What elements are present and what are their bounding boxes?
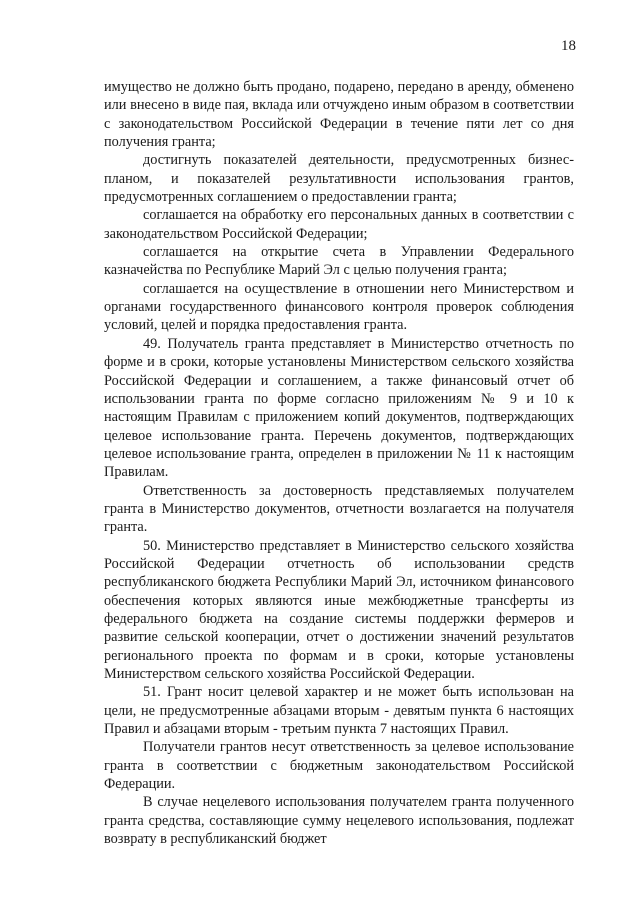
- paragraph-targeted-use-responsibility: Получатели грантов несут ответственность за целевое использование гранта в соответствии с бюджетным законодательством Российской Федерации.: [104, 739, 574, 793]
- paragraph-inspection-consent: соглашается на осуществление в отношении него Министерством и органами государственного финансового контроля проверок соблюдения условий, целей и порядка предоставления гранта.: [104, 280, 574, 334]
- paragraph-clause-51: 51. Грант носит целевой характер и не может быть использован на цели, не предусмотренные абзацами вторым - девятым пункта 6 настоящих Правил и абзацами вторым - третьим пункта 7 настоящих Правил.: [104, 684, 574, 738]
- paragraph-property-restriction: имущество не должно быть продано, подарено, передано в аренду, обменено или внесено в виде пая, вклада или отчуждено иным образом в соответствии с законодательством Российской Федерации в течение пяти лет со дня получения гранта;: [104, 79, 574, 151]
- paragraph-achieve-indicators: достигнуть показателей деятельности, предусмотренных бизнес-планом, и показателей результативности использования грантов, предусмотренных соглашением о предоставлении гранта;: [104, 152, 574, 206]
- document-body: [104, 78, 574, 848]
- paragraph-personal-data-consent: соглашается на обработку его персональных данных в соответствии с законодательством Российской Федерации;: [104, 207, 574, 242]
- paragraph-reporting-responsibility: Ответственность за достоверность представляемых получателем гранта в Министерство документов, отчетности возлагается на получателя гранта.: [104, 482, 574, 536]
- paragraph-clause-50: 50. Министерство представляет в Министерство сельского хозяйства Российской Федерации отчетность об использовании средств республиканского бюджета Республики Марий Эл, источником финансового обеспечения которых являются иные межбюджетные трансферты из федерального бюджета на создание системы поддержки фермеров и развитие сельской кооперации, отчет о достижении значений результатов регионального проекта по формам и в сроки, которые установлены Министерством сельского хозяйства Российской Федерации.: [104, 537, 574, 682]
- page-number: 18: [561, 38, 576, 54]
- paragraph-misuse-refund: В случае нецелевого использования получателем гранта полученного гранта средства, составляющие сумму нецелевого использования, подлежат возврату в республиканский бюджет: [104, 794, 574, 848]
- paragraph-treasury-account: соглашается на открытие счета в Управлении Федерального казначейства по Республике Марий Эл с целью получения гранта;: [104, 244, 574, 279]
- paragraph-clause-49: 49. Получатель гранта представляет в Министерство отчетность по форме и в сроки, которые установлены Министерством сельского хозяйства Российской Федерации и соглашением, а также финансовый отчет об использовании гранта по форме согласно приложениям № 9 и 10 к настоящим Правилам с приложением копий документов, подтверждающих целевое использование гранта. Перечень документов, подтверждающих целевое использование гранта, определен в приложении № 11 к настоящим Правилам.: [104, 335, 574, 481]
